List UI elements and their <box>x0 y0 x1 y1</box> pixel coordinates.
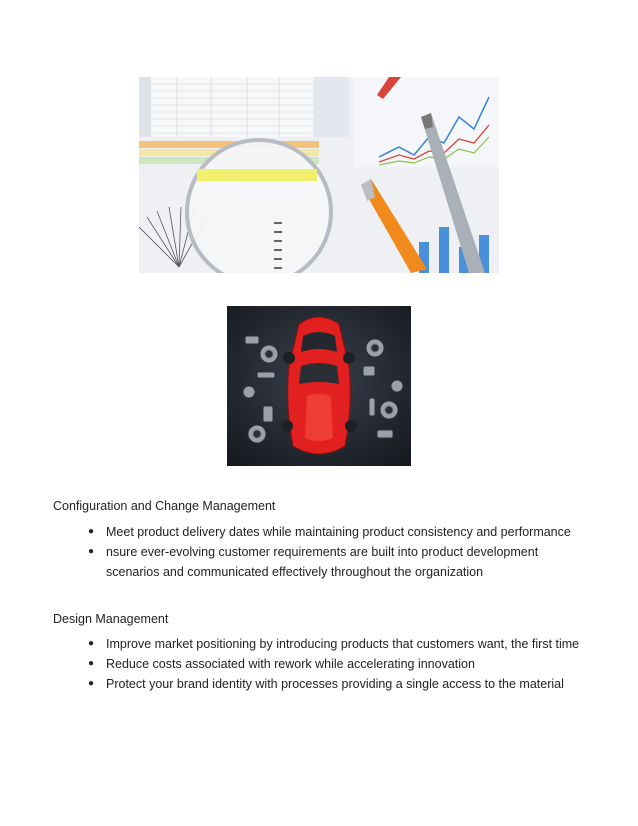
list-item-text: nsure ever-evolving customer requirements are built into product development scenarios and communicated effectively throughout the organization <box>106 545 539 579</box>
list-item <box>88 542 588 582</box>
list-item-text: Protect your brand identity with processes providing a single access to the material <box>106 677 564 691</box>
red-car-parts-photo <box>227 306 411 466</box>
bullet-icon: ● <box>88 526 95 537</box>
list-item <box>88 654 588 674</box>
red-car-parts-illustration <box>227 306 411 466</box>
spreadsheet-magnifier-illustration <box>139 77 499 273</box>
list-item <box>88 522 588 542</box>
list-item <box>88 674 588 694</box>
bullet-icon: ● <box>88 638 95 649</box>
list-item-text: Reduce costs associated with rework while accelerating innovation <box>106 657 475 671</box>
bullet-icon: ● <box>88 678 95 689</box>
spreadsheet-magnifier-photo <box>139 77 499 273</box>
section-heading-design: Design Management <box>53 612 169 626</box>
design-bullet-list <box>88 634 588 694</box>
bullet-icon: ● <box>88 546 95 557</box>
configuration-bullet-list <box>88 522 588 582</box>
list-item-text: Improve market positioning by introducing products that customers want, the first time <box>106 637 580 651</box>
section-heading-configuration: Configuration and Change Management <box>53 499 276 513</box>
list-item-text: Meet product delivery dates while maintaining product consistency and performance <box>106 525 571 539</box>
list-item <box>88 634 588 654</box>
bullet-icon: ● <box>88 658 95 669</box>
